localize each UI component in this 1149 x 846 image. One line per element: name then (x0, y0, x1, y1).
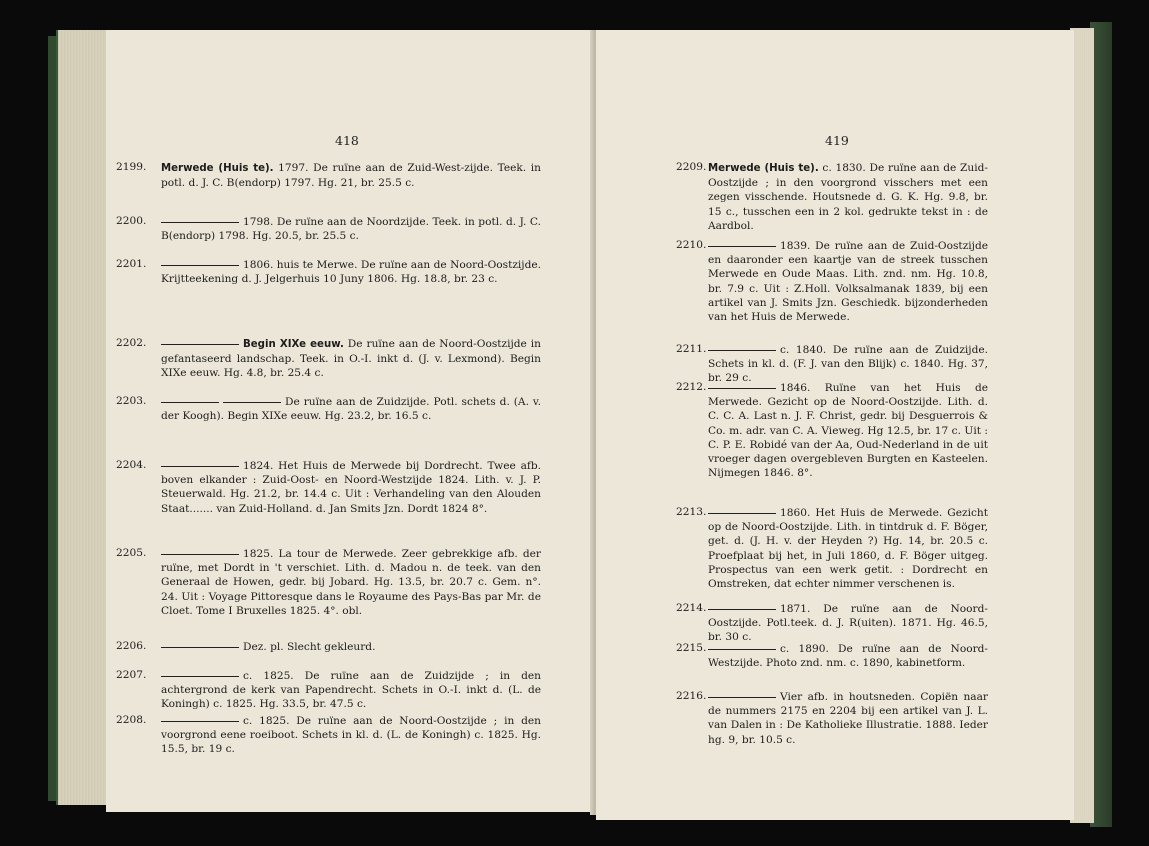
ditto-dash (708, 388, 776, 389)
entry-number: 2215. (676, 642, 707, 654)
entry-number: 2203. (116, 395, 147, 407)
left-page (106, 30, 594, 812)
entry-number: 2216. (676, 690, 707, 702)
entry-number: 2212. (676, 381, 707, 393)
ditto-dash (708, 649, 776, 650)
page-number: 418 (335, 133, 359, 148)
ditto-dash (161, 647, 239, 648)
catalog-entry: 1846. Ruïne van het Huis de Merwede. Gezicht op de Noord-Oostzijde. Lith. d. C. C. A. Last n. J. F. Christ, gedr. bij Desguerrois & Co. m. adr. van C. A. Vieweg. Hg 12.5, br. 17 c. Uit : C. P. E. Robidé van der Aa, Oud-Nederland in de uit vroeger dagen overgebleven Burgten en Kasteelen. Nijmegen 1846. 8°. (708, 382, 988, 480)
ditto-dash (708, 697, 776, 698)
ditto-dash (708, 246, 776, 247)
catalog-entry: c. 1840. De ruïne aan de Zuidzijde. Schets in kl. d. (F. J. van den Blijk) c. 1840. Hg. 37, br. 29 c. (708, 344, 988, 385)
catalog-entry: De ruïne aan de Zuidzijde. Potl. schets d. (A. v. der Koogh). Begin XIXe eeuw. Hg. 23.2, br. 16.5 c. (161, 396, 541, 423)
catalog-entry: Merwede (Huis te). 1797. De ruïne aan de Zuid-West-zijde. Teek. in potl. d. J. C. B(endorp) 1797. Hg. 21, br. 25.5 c. (161, 162, 541, 190)
ditto-dash (161, 721, 239, 722)
entry-number: 2213. (676, 506, 707, 518)
entry-number: 2206. (116, 640, 147, 652)
ditto-dash (223, 402, 281, 403)
entry-number: 2200. (116, 215, 147, 227)
catalog-entry: Begin XIXe eeuw. De ruïne aan de Noord-Oostzijde in gefantaseerd landschap. Teek. in O.-I. inkt d. (J. v. Lexmond). Begin XIXe eeuw. Hg. 4.8, br. 25.4 c. (161, 338, 541, 380)
page-number: 419 (825, 133, 849, 148)
catalog-entry: c. 1825. De ruïne aan de Zuidzijde ; in den achtergrond de kerk van Papendrecht. Schets in O.-I. inkt d. (L. de Koningh) c. 1825. Hg. 33.5, br. 47.5 c. (161, 670, 541, 711)
entry-number: 2202. (116, 337, 147, 349)
catalog-entry: Dez. pl. Slecht gekleurd. (161, 640, 541, 654)
ditto-dash (161, 265, 239, 266)
catalog-entry: 1825. La tour de Merwede. Zeer gebrekkige afb. der ruïne, met Dordt in 't verschiet. Lith. d. Madou n. de teek. van den Generaal de Howen, gedr. bij Jobard. Hg. 13.5, br. 20.7 c. Gem. n°. 24. Uit : Voyage Pittoresque dans le Royaume des Pays-Bas par Mr. de Cloet. Tome I Bruxelles 1825. 4°. obl. (161, 548, 541, 617)
ditto-dash (161, 222, 239, 223)
ditto-dash (161, 466, 239, 467)
entry-number: 2205. (116, 547, 147, 559)
catalog-entry: 1839. De ruïne aan de Zuid-Oostzijde en daaronder een kaartje van de streek tusschen Merwede en Oude Maas. Lith. znd. nm. Hg. 10.8, br. 7.9 c. Uit : Z.Holl. Volksalmanak 1839, bij een artikel van J. Smits Jzn. Geschiedk. bijzonderheden van het Huis de Merwede. (708, 240, 988, 324)
ditto-dash (161, 402, 219, 403)
entry-number: 2214. (676, 602, 707, 614)
page-stack-left (56, 30, 110, 805)
ditto-dash (161, 554, 239, 555)
entry-number: 2204. (116, 459, 147, 471)
entry-number: 2199. (116, 161, 147, 173)
catalog-entry: 1860. Het Huis de Merwede. Gezicht op de Noord-Oostzijde. Lith. in tintdruk d. F. Böger, get. d. (J. H. v. der Heyden ?) Hg. 14, br. 20.5 c. Proefplaat bij het, in Juli 1860, d. F. Böger uitgeg. Prospectus van een werk getit. : Dordrecht en Omstreken, dat echter nimmer verschenen is. (708, 507, 988, 591)
entry-number: 2209. (676, 161, 707, 173)
ditto-dash (161, 676, 239, 677)
catalog-entry: 1798. De ruïne aan de Noordzijde. Teek. in potl. d. J. C. B(endorp) 1798. Hg. 20.5, br. 25.5 c. (161, 216, 541, 243)
entry-number: 2207. (116, 669, 147, 681)
entry-number: 2210. (676, 239, 707, 251)
catalog-entry: Vier afb. in houtsneden. Copiën naar de nummers 2175 en 2204 bij een artikel van J. L. van Dalen in : De Katholieke Illustratie. 1888. Ieder hg. 9, br. 10.5 c. (708, 691, 988, 746)
catalog-entry: Merwede (Huis te). c. 1830. De ruïne aan de Zuid-Oostzijde ; in den voorgrond visschers met een zegen visschende. Houtsnede d. G. K. Hg. 9.8, br. 15 c., tusschen een in 2 kol. gedrukte tekst in : de Aardbol. (708, 162, 988, 232)
catalog-entry: c. 1890. De ruïne aan de Noord-Westzijde. Photo znd. nm. c. 1890, kabinetform. (708, 643, 988, 670)
ditto-dash (708, 609, 776, 610)
entry-number: 2208. (116, 714, 147, 726)
ditto-dash (708, 513, 776, 514)
ditto-dash (161, 344, 239, 345)
catalog-entry: 1871. De ruïne aan de Noord-Oostzijde. Potl.teek. d. J. R(uiten). 1871. Hg. 46.5, br. 30 c. (708, 603, 988, 644)
right-page (596, 30, 1074, 820)
ditto-dash (708, 350, 776, 351)
catalog-entry: 1824. Het Huis de Merwede bij Dordrecht. Twee afb. boven elkander : Zuid-Oost- en Noord-Westzijde 1824. Lith. v. J. P. Steuerwald. Hg. 21.2, br. 14.4 c. Uit : Verhandeling van den Alouden Staat....... van Zuid-Holland. d. Jan Smits Jzn. Dordt 1824 8°. (161, 460, 541, 515)
catalog-entry: 1806. huis te Merwe. De ruïne aan de Noord-Oostzijde. Krijtteekening d. J. Jelgerhuis 10 Juny 1806. Hg. 18.8, br. 23 c. (161, 259, 541, 286)
entry-number: 2201. (116, 258, 147, 270)
entry-number: 2211. (676, 343, 707, 355)
catalog-entry: c. 1825. De ruïne aan de Noord-Oostzijde ; in den voorgrond eene roeiboot. Schets in kl. d. (L. de Koningh) c. 1825. Hg. 15.5, br. 19 c. (161, 715, 541, 756)
